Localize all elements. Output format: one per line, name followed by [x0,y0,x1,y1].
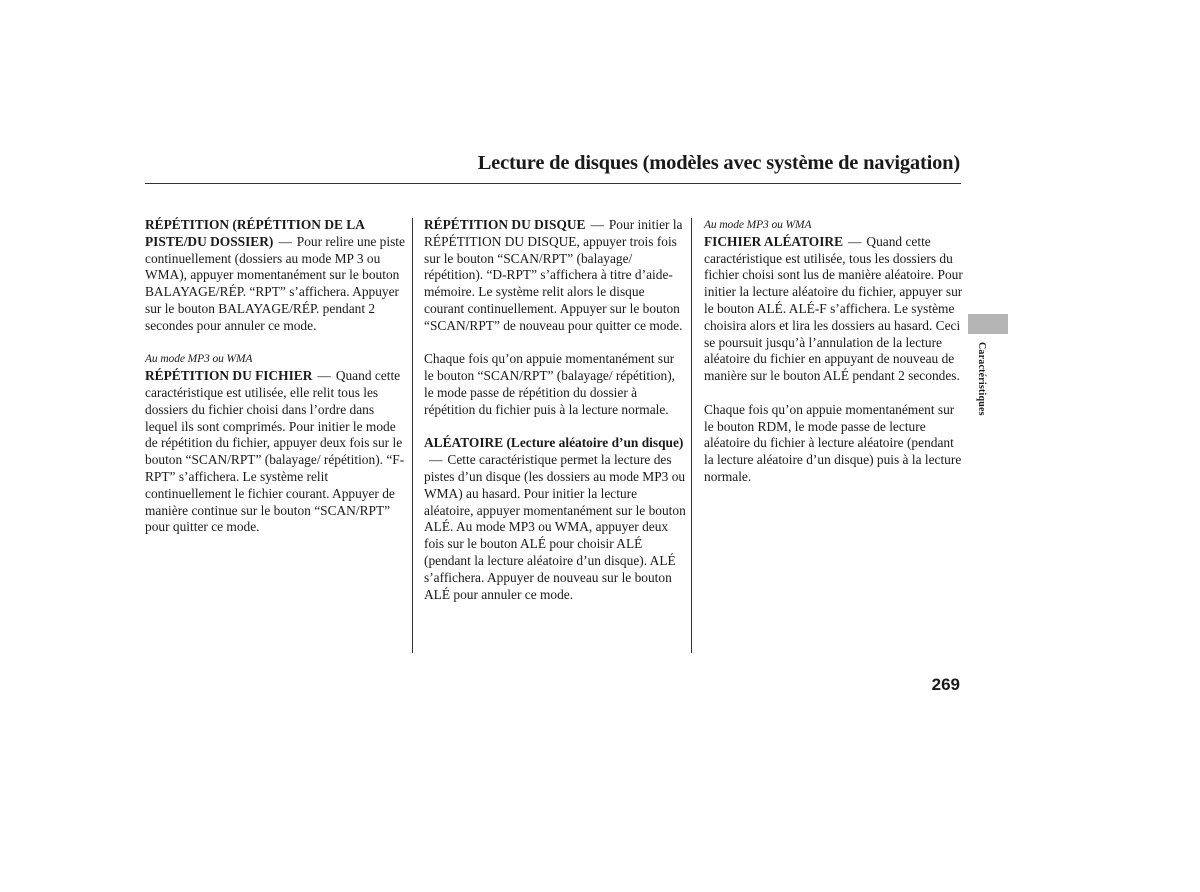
text-column-2 [424,217,686,620]
section-body: Pour initier la RÉPÉTITION DU DISQUE, appuyer trois fois sur le bouton “SCAN/RPT” (balayage/ répétition). “D-RPT” s’affichera à titre d’aide-mémoire. Le système relit alors le disque courant continuellement. Appuyer sur le bouton “SCAN/RPT” de nouveau pour quitter ce mode. [424,217,683,333]
section-repeat-file [145,351,407,536]
chapter-tab-label: Caractéristiques [976,342,987,416]
section-repeat-disc [424,217,686,335]
section-body: Quand cette caractéristique est utilisée, tous les dossiers du fichier choisi sont lus de manière aléatoire. Pour initier la lecture aléatoire du fichier, appuyer sur le bouton ALÉ. ALÉ-F s’affichera. Le système choisira alors et lira les dossiers au hasard. Ceci se poursuit jusqu’à l’annulation de la lecture aléatoire du fichier en appuyant de nouveau de manière sur le bouton ALÉ pendant 2 secondes. [704,233,963,384]
section-heading: RÉPÉTITION DU FICHIER [145,368,313,384]
section-random-file [704,217,966,385]
page-number: 269 [931,675,960,694]
title-divider [145,183,961,184]
section-heading: RÉPÉTITION (RÉPÉTITION DE LA PISTE/DU DOSSIER) [145,217,365,249]
section-heading: RÉPÉTITION DU DISQUE [424,217,586,232]
section-repeat-track [145,217,407,335]
em-dash: — [317,368,331,384]
text-column-1 [145,217,407,553]
em-dash: — [278,233,292,249]
section-random-cycle [704,402,966,486]
chapter-tab [968,314,1008,334]
column-divider [691,218,692,653]
section-heading: FICHIER ALÉATOIRE [704,233,844,249]
em-dash: — [848,233,862,249]
section-body: Chaque fois qu’on appuie momentanément sur le bouton “SCAN/RPT” (balayage/ répétition), le mode passe de répétition du dossier à répétition du fichier puis à la lecture normale. [424,351,676,417]
column-divider [412,218,413,653]
section-body: Quand cette caractéristique est utilisée, elle relit tous les dossiers du fichier choisi dans l’ordre dans lequel ils sont comprimés. Pour initier le mode de répétition du fichier, appuyer deux fois sur le bouton “SCAN/RPT” (balayage/ répétition). “F-RPT” s’affichera. Le système relit continuellement le fichier courant. Appuyer de manière continue sur le bouton “SCAN/RPT” pour quitter ce mode. [145,368,405,535]
em-dash: — [590,217,604,232]
section-random-disc [424,435,686,603]
em-dash: — [429,452,443,468]
text-column-3 [704,217,966,503]
page-title: Lecture de disques (modèles avec système de navigation) [477,152,960,174]
section-repeat-cycle [424,351,686,418]
mode-note: Au mode MP3 ou WMA [704,219,812,231]
section-body: Pour relire une piste continuellement (dossiers au mode MP 3 ou WMA), appuyer momentanément sur le bouton BALAYAGE/RÉP. “RPT” s’affichera. Appuyer sur le bouton BALAYAGE/RÉP. pendant 2 secondes pour annuler ce mode. [145,233,405,333]
section-body: Chaque fois qu’on appuie momentanément sur le bouton RDM, le mode passe de lecture aléatoire du fichier à lecture aléatoire (pendant la lecture aléatoire d’un disque) puis à la lecture normale. [704,401,962,484]
mode-note: Au mode MP3 ou WMA [145,353,253,366]
section-body: Cette caractéristique permet la lecture des pistes d’un disque (les dossiers au mode MP3 ou WMA) au hasard. Pour initier la lecture aléatoire, appuyer momentanément sur le bouton ALÉ. Au mode MP3 ou WMA, appuyer deux fois sur le bouton ALÉ pour choisir ALÉ (pendant la lecture aléatoire d’un disque). ALÉ s’affichera. Appuyer de nouveau sur le bouton ALÉ pour annuler ce mode. [424,452,686,602]
section-heading: ALÉATOIRE (Lecture aléatoire d’un disque) [424,435,684,451]
